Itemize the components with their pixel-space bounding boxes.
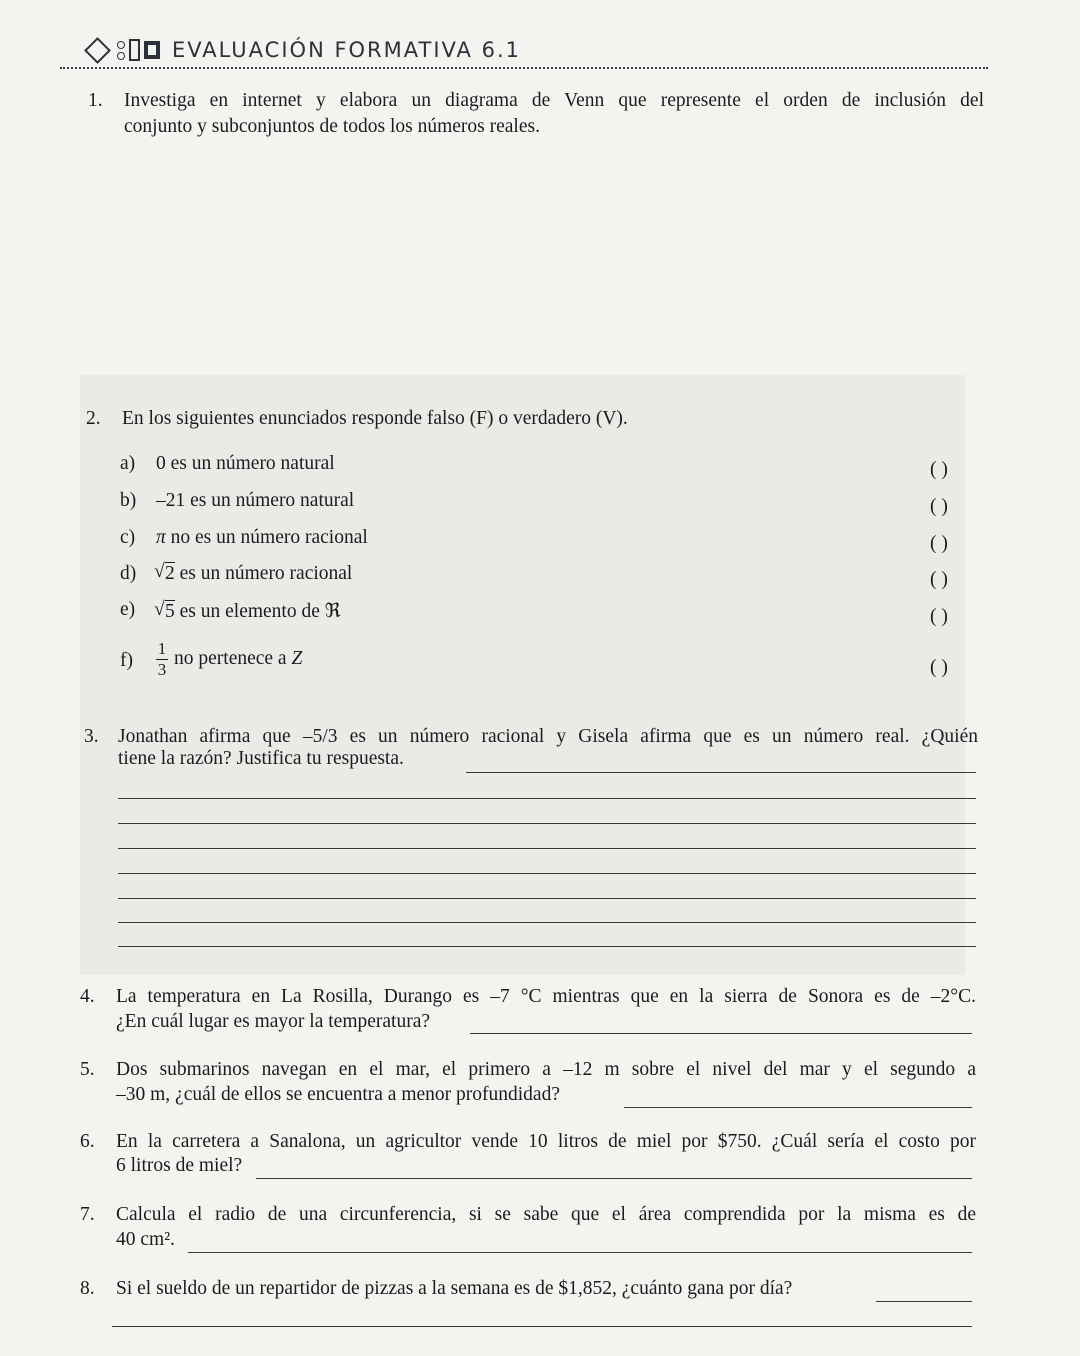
- item-text-rest: es un número racional: [179, 563, 353, 584]
- question-number: 2.: [86, 408, 101, 429]
- tf-item-f: [120, 640, 980, 684]
- tf-item-a: [120, 453, 980, 481]
- diamond-icon: [84, 37, 111, 64]
- fraction: $\frac{1}{3}$: [157, 639, 167, 679]
- question-text-line: Calcula el radio de una circunferencia, si se sabe que el área comprendida por la misma es de: [116, 1204, 976, 1225]
- question-number: 5.: [80, 1059, 95, 1080]
- question-text-line: Jonathan afirma que –5/3 es un número racional y Gisela afirma que es un número real. ¿Quién: [118, 726, 978, 747]
- item-label: e): [120, 599, 136, 620]
- answer-blank[interactable]: ( ): [930, 459, 948, 480]
- question-text-line: Si el sueldo de un repartidor de pizzas a la semana es de $1,852, ¿cuánto gana por día?: [116, 1278, 793, 1299]
- question-number: 1.: [88, 90, 103, 111]
- answer-line[interactable]: [118, 898, 976, 899]
- answer-line[interactable]: [118, 922, 976, 923]
- item-label: b): [120, 490, 137, 511]
- bar-icon: [129, 39, 140, 61]
- answer-line[interactable]: [470, 1033, 972, 1034]
- item-text-rest: es un elemento de ℜ: [179, 601, 341, 622]
- answer-blank[interactable]: ( ): [930, 569, 948, 590]
- answer-line[interactable]: [188, 1252, 972, 1253]
- tf-item-d: [120, 563, 980, 591]
- question-text-line: –30 m, ¿cuál de ellos se encuentra a menor profundidad?: [116, 1084, 560, 1105]
- question-number: 7.: [80, 1204, 95, 1225]
- answer-line[interactable]: [118, 823, 976, 824]
- item-label: d): [120, 563, 137, 584]
- sqrt-symbol: √ 2: [156, 563, 175, 585]
- question-text-line: En la carretera a Sanalona, un agricultor vende 10 litros de miel por $750. ¿Cuál sería el costo por: [116, 1131, 976, 1152]
- question-text-line: ¿En cuál lugar es mayor la temperatura?: [116, 1011, 431, 1032]
- answer-blank[interactable]: ( ): [930, 606, 948, 627]
- set-symbol: Z: [291, 647, 303, 669]
- answer-blank[interactable]: ( ): [930, 657, 948, 678]
- square-icon: [144, 41, 160, 59]
- question-text-line: tiene la razón? Justifica tu respuesta.: [118, 748, 404, 769]
- section-header: [88, 33, 988, 67]
- question-text-line: Dos submarinos navegan en el mar, el primero a –12 m sobre el nivel del mar y el segundo a: [116, 1059, 976, 1080]
- question-number: 4.: [80, 986, 95, 1007]
- question-text-line: conjunto y subconjuntos de todos los números reales.: [124, 116, 540, 137]
- header-divider: [60, 67, 988, 69]
- answer-blank[interactable]: ( ): [930, 533, 948, 554]
- question-text-line: 40 cm².: [116, 1229, 175, 1250]
- item-text: [156, 563, 352, 585]
- page-title: EVALUACIÓN FORMATIVA 6.1: [172, 38, 521, 62]
- answer-line[interactable]: [624, 1107, 972, 1108]
- answer-line[interactable]: [876, 1301, 972, 1302]
- item-text: 0 es un número natural: [156, 453, 335, 474]
- tf-item-b: [120, 490, 980, 518]
- item-text: –21 es un número natural: [156, 490, 355, 511]
- answer-line[interactable]: [118, 848, 976, 849]
- item-text: [156, 527, 368, 549]
- item-text-rest: no es un número racional: [170, 527, 368, 548]
- item-text: [150, 640, 302, 679]
- item-text: [156, 599, 341, 623]
- answer-line[interactable]: [118, 946, 976, 947]
- tf-item-e: [120, 599, 980, 627]
- header-icons: [88, 39, 160, 61]
- answer-line[interactable]: [256, 1178, 972, 1179]
- question-text-line: En los siguientes enunciados responde falso (F) o verdadero (V).: [122, 408, 628, 429]
- question-text-line: Investiga en internet y elabora un diagrama de Venn que represente el orden de inclusión del: [124, 90, 984, 111]
- question-text-line: 6 litros de miel?: [116, 1155, 243, 1176]
- question-text-line: La temperatura en La Rosilla, Durango es –7 °C mientras que en la sierra de Sonora es de –2°C.: [116, 986, 976, 1007]
- tf-item-c: [120, 527, 980, 555]
- pi-symbol: π: [156, 527, 166, 548]
- answer-line[interactable]: [466, 772, 976, 773]
- answer-line[interactable]: [118, 798, 976, 799]
- answer-line[interactable]: [112, 1326, 972, 1327]
- dots-icon: [117, 41, 125, 60]
- question-number: 6.: [80, 1131, 95, 1152]
- sqrt-symbol: √ 5: [156, 601, 175, 623]
- item-label: f): [120, 650, 133, 671]
- item-text-rest: no pertenece a: [174, 647, 287, 669]
- answer-blank[interactable]: ( ): [930, 496, 948, 517]
- question-number: 8.: [80, 1278, 95, 1299]
- answer-line[interactable]: [118, 873, 976, 874]
- item-label: a): [120, 453, 136, 474]
- item-label: c): [120, 527, 136, 548]
- question-number: 3.: [84, 726, 99, 747]
